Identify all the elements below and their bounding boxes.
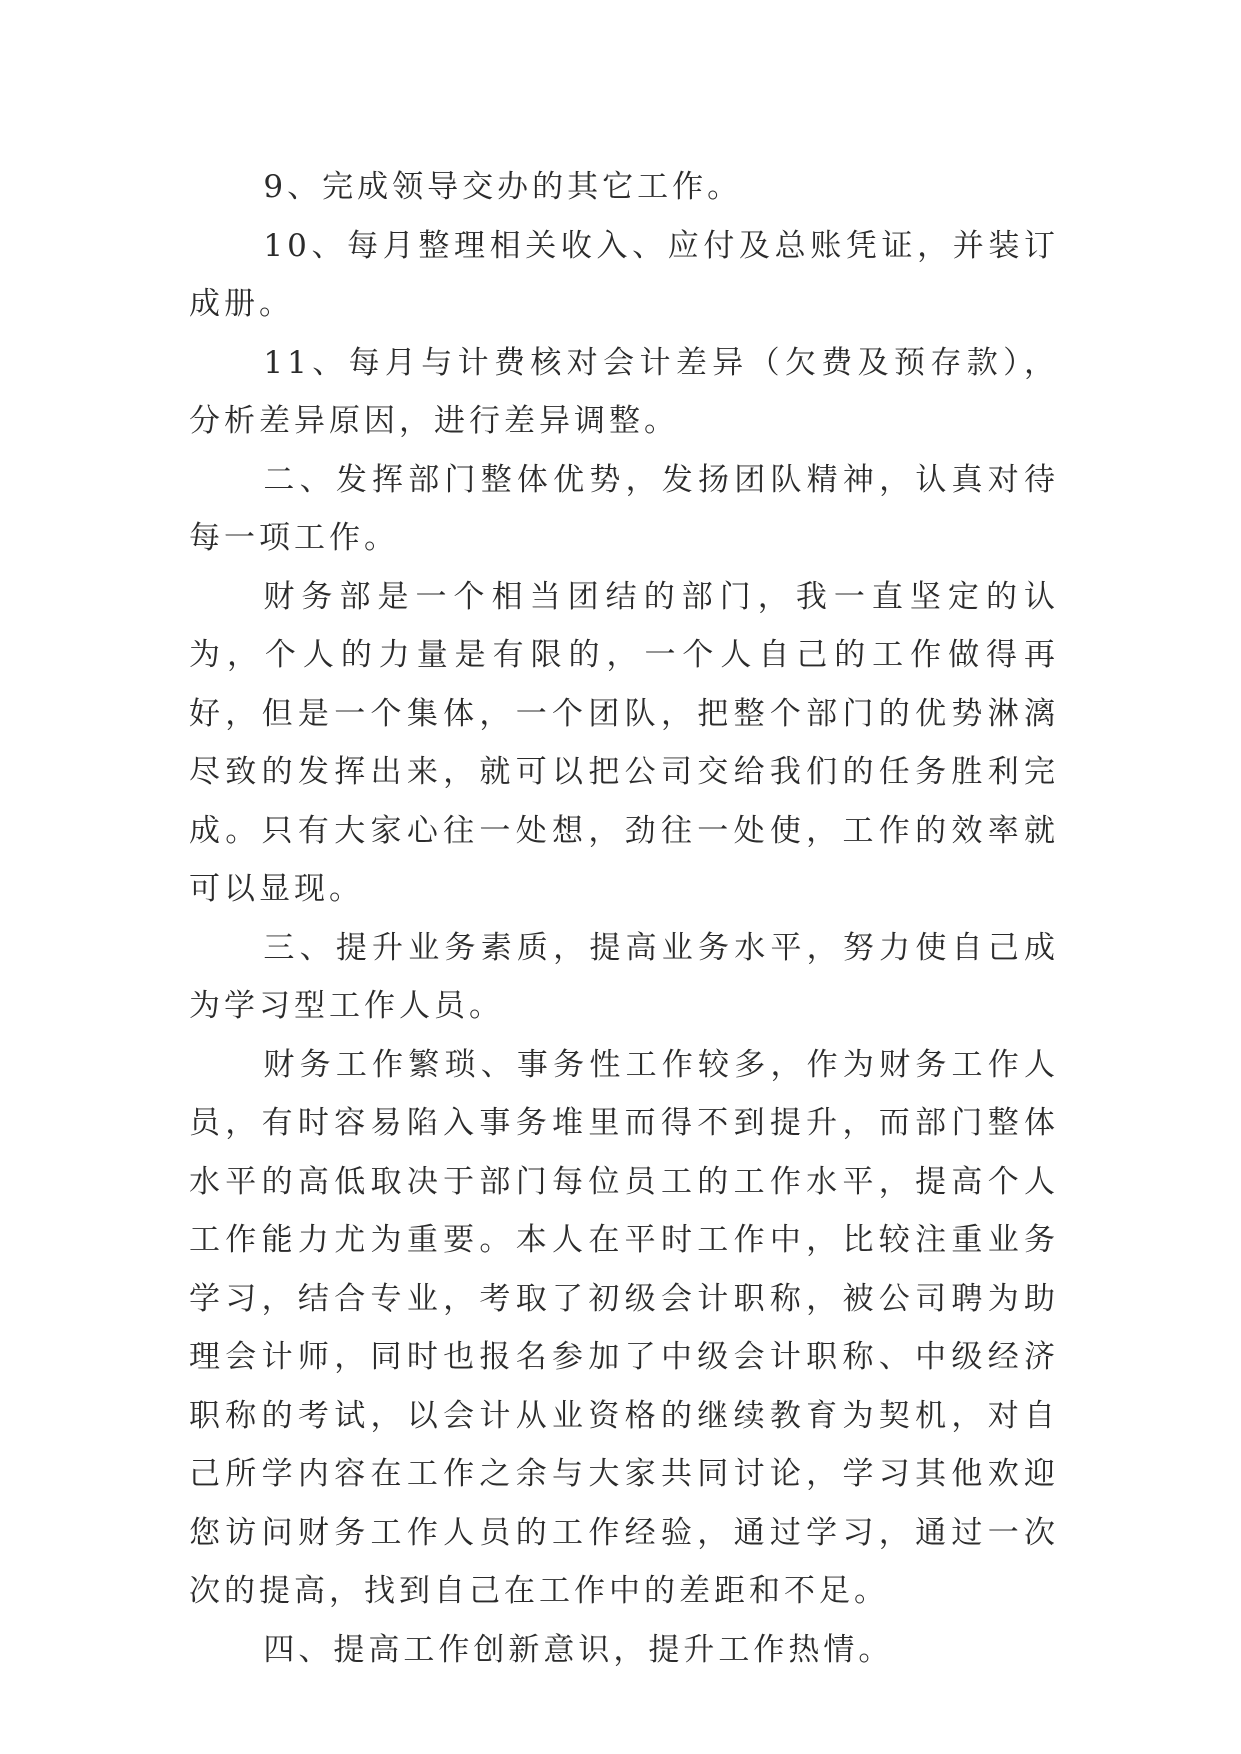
document-body [189, 158, 1059, 1679]
section-heading-3: 三、提升业务素质，提高业务水平，努力使自己成为学习型工作人员。 [189, 929, 1059, 1024]
paragraph-learning: 财务工作繁琐、事务性工作较多，作为财务工作人员，有时容易陷入事务堆里而得不到提升，而部门整体水平的高低取决于部门每位员工的工作水平，提高个人工作能力尤为重要。本人在平时工作中，比较注重业务学习，结合专业，考取了初级会计职称，被公司聘为助理会计师，同时也报名参加了中级会计职称、中级经济职称的考试，以会计从业资格的继续教育为契机，对自己所学内容在工作之余与大家共同讨论，学习其他欢迎您访问财务工作人员的工作经验，通过学习，通过一次次的提高，找到自己在工作中的差距和不足。 [189, 1046, 1059, 1609]
paragraph-item-11: 11、每月与计费核对会计差异（欠费及预存款），分析差异原因，进行差异调整。 [189, 344, 1059, 439]
paragraph-item-10: 10、每月整理相关收入、应付及总账凭证，并装订成册。 [189, 227, 1059, 322]
paragraph-item-9: 9、完成领导交办的其它工作。 [263, 169, 743, 205]
paragraph-teamwork: 财务部是一个相当团结的部门，我一直坚定的认为，个人的力量是有限的，一个人自己的工作做得再好，但是一个集体，一个团队，把整个部门的优势淋漓尽致的发挥出来，就可以把公司交给我们的任务胜利完成。只有大家心往一处想，劲往一处使，工作的效率就可以显现。 [189, 578, 1059, 907]
section-heading-2: 二、发挥部门整体优势，发扬团队精神，认真对待每一项工作。 [189, 461, 1059, 556]
section-heading-4: 四、提高工作创新意识，提升工作热情。 [263, 1631, 894, 1668]
